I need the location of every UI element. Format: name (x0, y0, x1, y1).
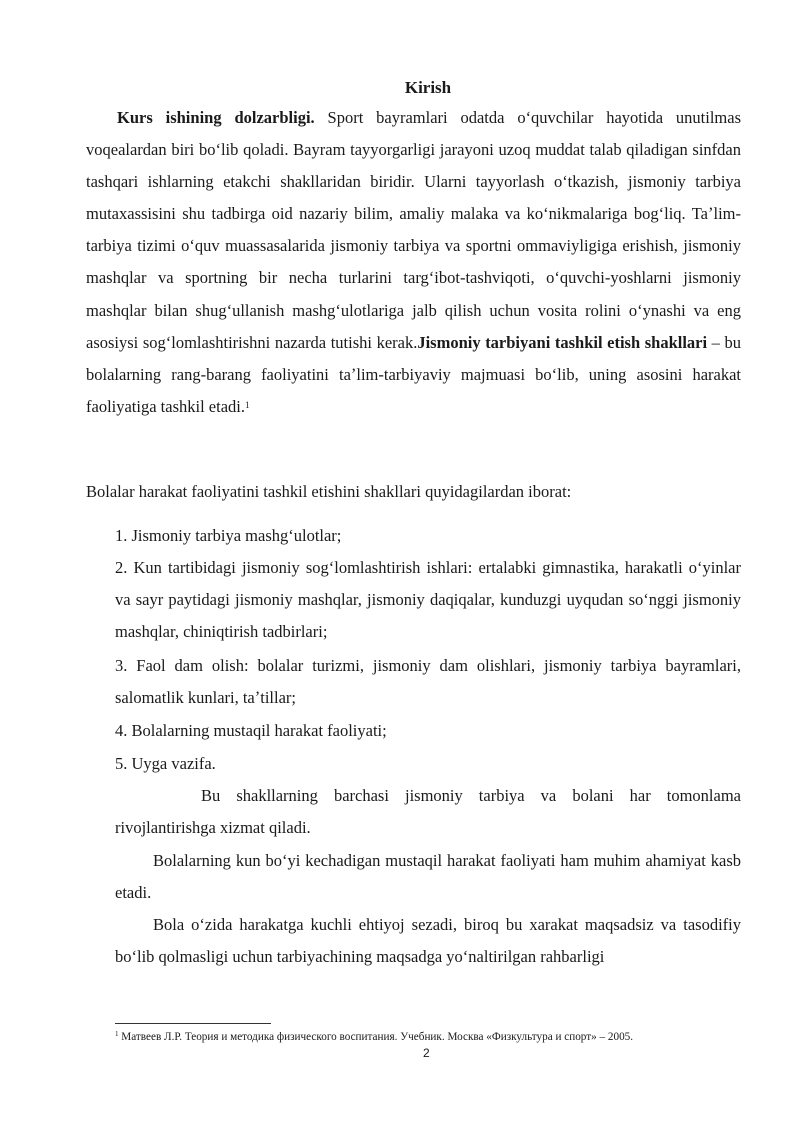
footnote-marker: 1 (115, 1030, 119, 1038)
paragraph-all-forms: Bu shakllarning barchasi jismoniy tarbiya va bolani har tomonlama rivojlantirishga xizmat qiladi. (115, 786, 741, 837)
list-item: 5. Uyga vazifa. (115, 754, 216, 773)
intro-text-2: – bu bolalarning rang-barang faoliyatini taʼlim-tarbiyaviy majmuasi boʻlib, uning asosini harakat faoliyatiga tashkil etadi. (86, 332, 742, 416)
paragraph-independent-activity: Bolalarning kun boʻyi kechadigan mustaqil harakat faoliyati ham muhim ahamiyat kasb etadi. (115, 851, 741, 902)
footnote-divider (115, 1023, 271, 1024)
page-number: 2 (423, 1046, 430, 1060)
page-title: Kirish (404, 78, 452, 97)
paragraph-movement-need: Bola oʻzida harakatga kuchli ehtiyoj sezadi, biroq bu xarakat maqsadsiz va tasodifiy boʻlib qolmasligi uchun tarbiyachining maqsadga yoʻnaltirilgan rahbarligi (115, 915, 741, 966)
footnote (115, 1031, 755, 1043)
footnote-text: Матвеев Л.Р. Теория и методика физического воспитания. Учебник. Москва «Физкультура и спорт» – 2005. (118, 1031, 634, 1043)
intro-bold-mid: Jismoniy tarbiyani tashkil etish shakllari (417, 332, 708, 352)
list-item: 3. Faol dam olish: bolalar turizmi, jismoniy dam olishlari, jismoniy tarbiya bayramlari, salomatlik kunlari, taʼtillar; (115, 656, 741, 707)
list-item: 2. Kun tartibidagi jismoniy sogʻlomlashtirish ishlari: ertalabki gimnastika, harakatli oʻyinlar va sayr paytidagi jismoniy mashqlar, jismoniy daqiqalar, kunduzgi uyqudan soʻnggi jismoniy mashqlar, chiniqtirish tadbirlari; (115, 558, 741, 641)
list-intro: Bolalar harakat faoliyatini tashkil etishini shakllari quyidagilardan iborat: (86, 482, 572, 501)
list-item: 1. Jismoniy tarbiya mashgʻulotlar; (115, 526, 342, 545)
footnote-ref: 1 (245, 399, 250, 410)
list-item: 4. Bolalarning mustaqil harakat faoliyati; (115, 721, 387, 740)
intro-text-1: Sport bayramlari odatda oʻquvchilar hayotida unutilmas voqealardan biri boʻlib qoladi. Bayram tayyorgarligi jarayoni uzoq muddat talab qiladigan sinfdan tashqari ishlarning etakchi shakllaridan biridir. Ularni tayyorlash oʻtkazish, jismoniy tarbiya mutaxassisini shu tadbirga oid nazariy bilim, amaliy malaka va koʻnikmalariga bogʻliq. Taʼlim-tarbiya tizimi oʻquv muassasalarida jismoniy tarbiya va sportni ommaviyligiga erishish, jismoniy mashqlar va sportning bir necha turlarini targʻibot-tashviqoti, oʻquvchi-yoshlarni jismoniy mashqlar bilan shugʻullanish mashgʻulotlariga jalb qilish uchun vosita rolini oʻynashi va eng asosiysi sogʻlomlashtirishni nazarda tutishi kerak. (86, 108, 741, 352)
intro-bold-lead: Kurs ishining dolzarbligi. (117, 108, 315, 127)
intro-paragraph (86, 102, 741, 423)
